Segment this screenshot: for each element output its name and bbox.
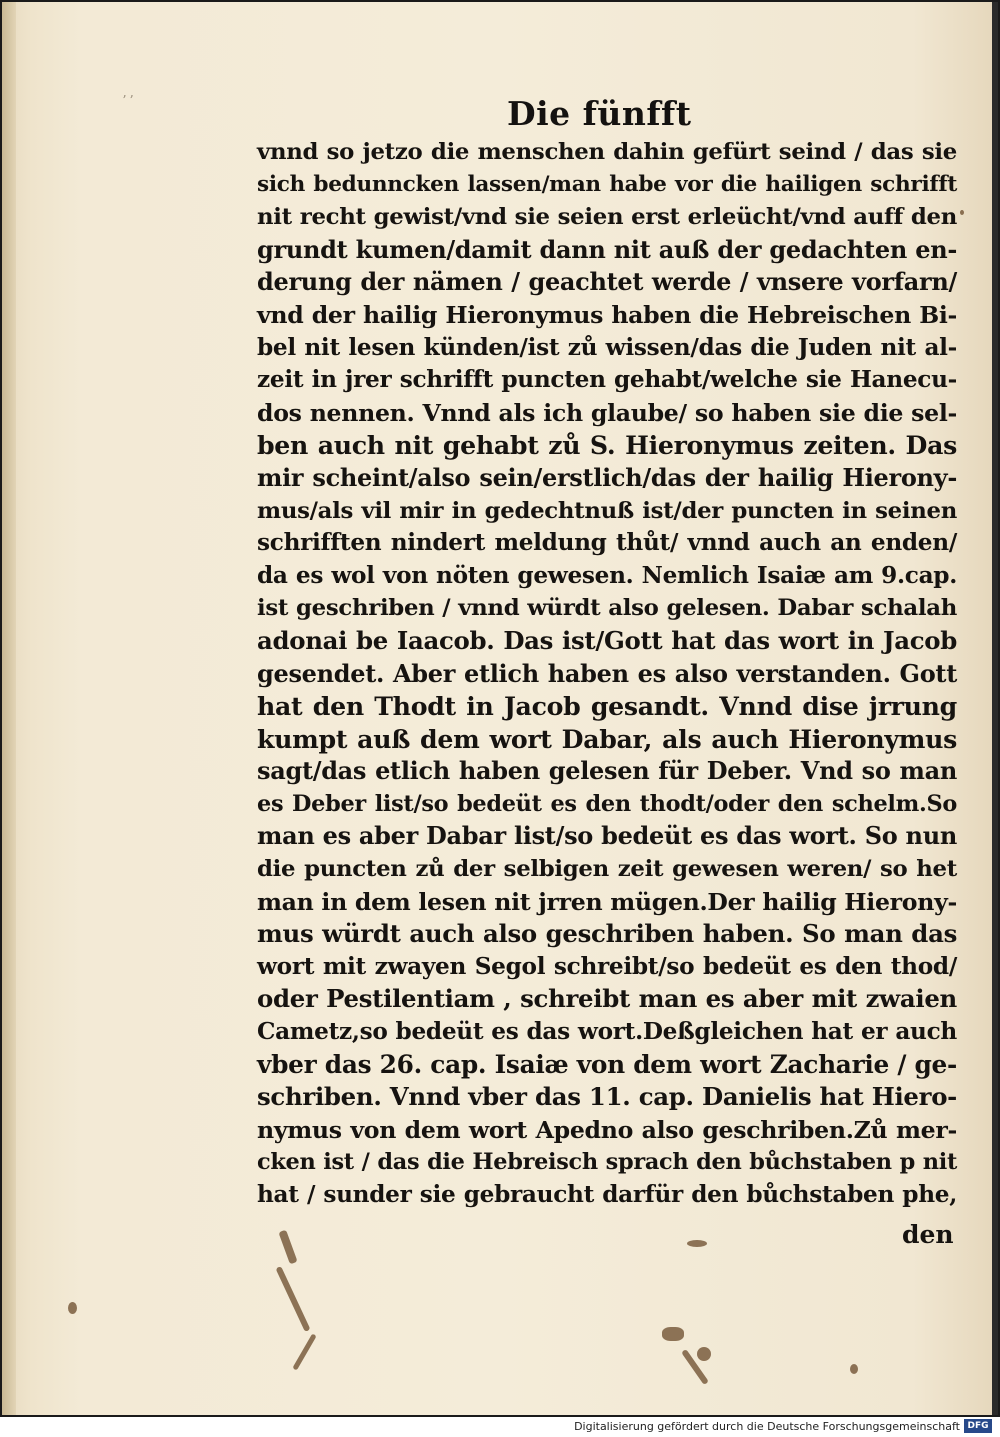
text-line: schriben. Vnnd vber das 11. cap. Danielis hat Hiero- xyxy=(257,1082,957,1112)
text-line: sich bedunncken lassen/man habe vor die hailigen schrifft xyxy=(257,171,957,197)
footer-bar xyxy=(0,1417,1000,1437)
text-line: grundt kumen/damit dann nit auß der gedachten en- xyxy=(257,234,957,264)
top-marks: ʼʼ xyxy=(122,94,137,109)
text-line: mus/als vil mir in gedechtnuß ist/der puncten in seinen xyxy=(257,497,957,524)
text-line: man es aber Dabar list/so bedeüt es das wort. So nun xyxy=(257,821,957,851)
text-line: bel nit lesen künden/ist zů wissen/das die Juden nit al- xyxy=(257,333,957,361)
text-line: gesendet. Aber etlich haben es also verstanden. Gott xyxy=(257,658,957,688)
text-line: derung der nämen / geachtet werde / vnsere vorfarn/ xyxy=(257,267,957,297)
dfg-logo: DFG xyxy=(964,1419,992,1433)
running-header: Die fünfft xyxy=(507,94,692,133)
book-page xyxy=(2,2,998,1415)
text-line: ist geschriben / vnnd würdt also gelesen. Dabar schalah xyxy=(257,595,957,622)
text-line: mus würdt auch also geschriben haben. So man das xyxy=(257,919,957,949)
ink-stain xyxy=(850,1364,858,1374)
text-line: nymus von dem wort Apedno also geschriben.Zů mer- xyxy=(257,1115,957,1144)
ink-stain xyxy=(68,1302,77,1314)
text-line: vber das 26. cap. Isaiæ von dem wort Zacharie / ge- xyxy=(257,1049,957,1079)
ink-stain xyxy=(275,1266,310,1332)
ink-stain xyxy=(687,1240,707,1247)
ink-stain xyxy=(278,1230,297,1265)
text-line: ben auch nit gehabt zů S. Hieronymus zeiten. Das xyxy=(257,430,957,461)
text-line: vnd der hailig Hieronymus haben die Hebreischen Bi- xyxy=(257,300,957,329)
text-line: schrifften nindert meldung thůt/ vnnd auch an enden/ xyxy=(257,529,957,557)
text-line: die puncten zů der selbigen zeit gewesen weren/ so het xyxy=(257,856,957,883)
ink-stain xyxy=(697,1347,711,1361)
text-line: wort mit zwayen Segol schreibt/so bedeüt es den thod/ xyxy=(257,952,957,980)
ink-stain xyxy=(292,1333,316,1370)
text-line: zeit in jrer schrifft puncten gehabt/welche sie Hanecu- xyxy=(257,366,957,394)
text-line: kumpt auß dem wort Dabar, als auch Hieronymus xyxy=(257,723,957,754)
text-line: man in dem lesen nit jrren mügen.Der hailig Hierony- xyxy=(257,887,957,916)
text-block xyxy=(257,136,957,1212)
text-line: adonai be Iaacob. Das ist/Gott hat das wort in Jacob xyxy=(257,625,957,655)
text-line: es Deber list/so bedeüt es den thodt/oder den schelm.So xyxy=(257,790,957,817)
ink-stain xyxy=(662,1327,684,1341)
text-line: dos nennen. Vnnd als ich glaube/ so haben sie die sel- xyxy=(257,398,957,427)
text-line: sagt/das etlich haben gelesen für Deber. Vnd so man xyxy=(257,756,957,786)
text-line: oder Pestilentiam , schreibt man es aber mit zwaien xyxy=(257,984,957,1014)
text-line: da es wol von nöten gewesen. Nemlich Isaiæ am 9.cap. xyxy=(257,561,957,589)
text-line: hat den Thodt in Jacob gesandt. Vnnd dise jrrung xyxy=(257,691,957,722)
ink-stain xyxy=(960,210,964,215)
text-line: mir scheint/also sein/erstlich/das der hailig Hierony- xyxy=(257,462,957,492)
page-edge xyxy=(2,2,16,1415)
text-line: hat / sunder sie gebraucht darfür den bůchstaben phe, xyxy=(257,1181,957,1208)
text-line: Cametz,so bedeüt es das wort.Deßgleichen hat er auch xyxy=(257,1018,957,1046)
text-line: vnnd so jetzo die menschen dahin gefürt seind / das sie xyxy=(257,139,957,165)
text-line: cken ist / das die Hebreisch sprach den bůchstaben p nit xyxy=(257,1149,957,1176)
catchword: den xyxy=(902,1220,954,1249)
text-line: nit recht gewist/vnd sie seien erst erleücht/vnd auff den xyxy=(257,204,957,231)
funding-credit: Digitalisierung gefördert durch die Deutsche Forschungsgemeinschaft xyxy=(574,1420,960,1433)
